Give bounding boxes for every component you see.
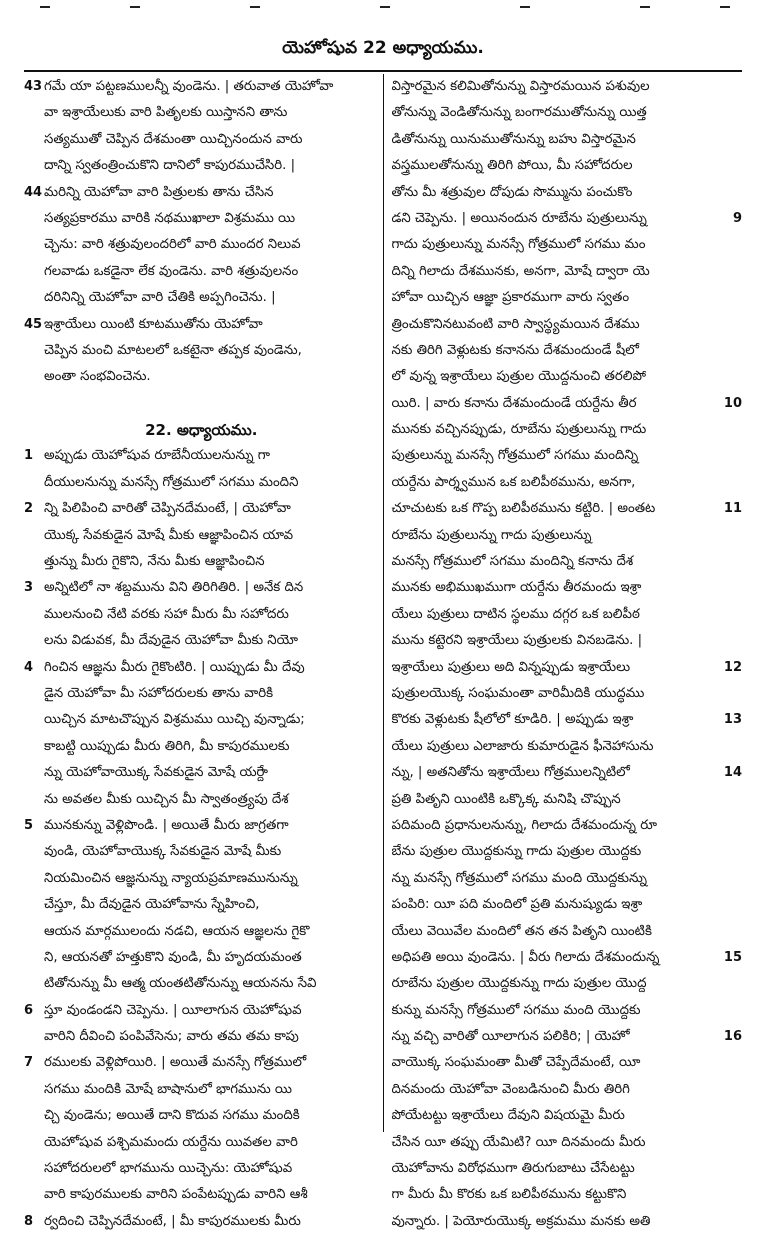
text-line xyxy=(384,892,743,918)
line-text: రములకు వెళ్లిపోయిరి. | అయితే మనస్సే గోత్రములో xyxy=(44,1055,307,1071)
line-text: యేలు పుత్రులు ఎలాజారు కుమారుడైన ఫీనెహాసును xyxy=(391,738,654,754)
line-text: వుండి, యెహోవాయొక్క సేవకుడైన మోషే మీకు xyxy=(44,844,282,860)
line-text: ఆయన మార్గములందు నడచి, ఆయన ఆజ్ఞలను గైకొ xyxy=(44,923,310,939)
text-line xyxy=(384,787,743,813)
text-line xyxy=(384,1209,743,1235)
line-text: న్ను వచ్చి వారితో యీలాగున పలికిరి; | యెహో xyxy=(391,1029,630,1045)
line-text: పంపిరి: యీ పది మందిలో ప్రతి మనుష్యుడు ఇశ్రా xyxy=(391,897,643,913)
line-text: న్ను, | అతనితోను ఇశ్రాయేలు గోత్రములన్నిటిలో xyxy=(391,765,630,781)
line-text: స్తూ వుండండని చెప్పెను. | యీలాగున యెహోషువ xyxy=(44,1002,302,1018)
line-text: పుత్రులున్ను మనస్సే గోత్రములో సగము మందిన్ని xyxy=(391,448,639,464)
text-line xyxy=(384,760,743,786)
text-columns xyxy=(24,74,742,1229)
verse-number: 16 xyxy=(723,1029,742,1045)
verse-number: 6 xyxy=(24,1002,34,1018)
text-line xyxy=(384,496,743,522)
text-line xyxy=(24,866,383,892)
text-line xyxy=(24,1130,383,1156)
text-line xyxy=(384,443,743,469)
line-text: చెప్పిన మంచి మాటలలో ఒకటైనా తప్పక వుండెను, xyxy=(44,342,302,358)
line-text: అన్నిటిలో నా శబ్దమును విని తిరిగితిరి. | అనేక దిన xyxy=(44,580,304,596)
text-line xyxy=(24,443,383,469)
line-text: కాబట్టి యిప్పుడు మీరు తిరిగి, మీ కాపురములకు xyxy=(44,738,290,754)
text-line xyxy=(384,391,743,417)
text-line xyxy=(24,74,383,100)
text-line xyxy=(24,575,383,601)
verse-number: 14 xyxy=(723,765,742,781)
text-line xyxy=(24,945,383,971)
line-text: వున్నారు. | పెయోరుయొక్క అక్రమము మనకు అతి xyxy=(391,1213,651,1229)
verse-number: 7 xyxy=(24,1055,34,1071)
line-text: చ్చెను: వారి శత్రువులందరిలో వారి ముందర నిలువ xyxy=(44,237,301,253)
top-margin-marks xyxy=(0,6,760,20)
text-line xyxy=(24,813,383,839)
line-text: ని, ఆయనతో హత్తుకొని వుండి, మీ హృదయమంత xyxy=(44,949,302,965)
verse-number: 1 xyxy=(24,448,34,464)
text-line xyxy=(384,549,743,575)
text-line xyxy=(24,839,383,865)
line-text: ములనుంచి నేటి వరకు సహా మీరు మీ సహోదరు xyxy=(44,606,289,622)
line-text: ప్రతి పితృని యింటికి ఒక్కొక్క మనిషి చొప్పున xyxy=(391,791,621,807)
line-text: పోయేటట్టు ఇశ్రాయేలు దేవుని విషయమై మీరు xyxy=(391,1108,625,1124)
text-line xyxy=(24,760,383,786)
verse-number: 44 xyxy=(24,184,43,200)
text-line xyxy=(24,1103,383,1129)
text-line xyxy=(384,575,743,601)
text-line xyxy=(24,206,383,232)
verse-number: 8 xyxy=(24,1213,34,1229)
text-line xyxy=(24,681,383,707)
line-text: డితోనున్ను యినుముతోనున్ను బహు విస్తారమైన xyxy=(391,131,636,147)
text-line xyxy=(24,523,383,549)
line-text: కొరకు వెళ్లుటకు షీలోలో కూడిరి. | అప్పుడు ఇశ్రా xyxy=(391,712,634,728)
text-line xyxy=(24,998,383,1024)
line-text: పదిమంది ప్రధానులనున్ను, గిలాదు దేశమందున్న రూ xyxy=(391,817,658,833)
line-text: యిరి. | వారు కనాను దేశమందుండే యర్దేను తీర xyxy=(391,395,637,411)
line-text: అప్పుడు యెహోషువ రూబేనీయులనున్ను గా xyxy=(44,448,270,464)
text-line xyxy=(384,602,743,628)
text-line xyxy=(384,259,743,285)
text-line xyxy=(384,681,743,707)
text-line xyxy=(384,1050,743,1076)
line-text: కున్ను మనస్సే గోత్రములో సగము మంది యొద్దకు xyxy=(391,1002,641,1018)
line-text: న్ను యెహోవాయొక్క సేవకుడైన మోషే యర్దేా xyxy=(44,765,268,781)
line-text: వస్త్రములతోనున్ను తిరిగి పోయి, మీ సహోదరుల xyxy=(391,158,633,174)
text-line xyxy=(384,839,743,865)
text-line xyxy=(384,945,743,971)
text-line xyxy=(384,628,743,654)
text-line xyxy=(24,1024,383,1050)
verse-number: 45 xyxy=(24,316,43,332)
verse-number: 2 xyxy=(24,501,34,517)
text-line xyxy=(384,523,743,549)
text-line xyxy=(384,153,743,179)
line-text: తోనున్ను వెండితోనున్ను బంగారముతోనున్ను యిత్త xyxy=(391,105,647,121)
text-line xyxy=(384,312,743,338)
line-text: దరినిన్ని యెహోవా వారి చేతికి అప్పగించెను. | xyxy=(44,290,276,306)
text-line xyxy=(24,1182,383,1208)
line-text: పుత్రులయొక్క సంఘమంతా వారిమీదికి యుద్ధము xyxy=(391,685,645,701)
line-text: మునకు అభిముఖముగా యర్దేను తీరమందు ఇశ్రా xyxy=(391,580,642,596)
text-line xyxy=(384,232,743,258)
text-line xyxy=(384,1077,743,1103)
text-line xyxy=(384,180,743,206)
line-text: ఇశ్రాయేలు పుత్రులు అది విన్నప్పుడు ఇశ్రాయేలు xyxy=(391,659,631,675)
text-line xyxy=(24,602,383,628)
text-line xyxy=(384,707,743,733)
text-line xyxy=(24,892,383,918)
line-text: దీయులనున్ను మనస్సే గోత్రములో సగము మందిని xyxy=(44,474,299,490)
line-text: దాన్ని స్వతంత్రించుకొని దానిలో కాపురముచేసిరి. | xyxy=(44,158,296,174)
text-line xyxy=(24,1077,383,1103)
text-line xyxy=(384,971,743,997)
text-line xyxy=(384,1024,743,1050)
text-line xyxy=(384,655,743,681)
text-line xyxy=(384,206,743,232)
text-line xyxy=(24,100,383,126)
right-column xyxy=(384,74,743,1229)
line-text: రూబేను పుత్రుల యొద్దకున్ను గాదు పుత్రుల యొద్ద xyxy=(391,976,647,992)
line-text: మనస్సే గోత్రములో సగము మందిన్ని కనాను దేశ xyxy=(391,554,634,570)
line-text: వా ఇశ్రాయేలుకు వారి పితృలకు యిస్తానని తాను xyxy=(44,105,288,121)
line-text: చేస్తూ, మీ దేవుడైన యెహోవాను స్నేహించి, xyxy=(44,897,260,913)
text-line xyxy=(24,259,383,285)
line-text: దినమందు యెహోవా వెంబడినుంచి మీరు తిరిగి xyxy=(391,1081,630,1097)
line-text: దిన్ని గిలాదు దేశమునకు, అనగా, మోషే ద్వారా యె xyxy=(391,263,650,279)
text-line xyxy=(384,1156,743,1182)
line-text: అంతా సంభవించెను. xyxy=(44,369,151,385)
line-text: ర్వదించి చెప్పినదేమంటే, | మీ కాపురములకు మీరు xyxy=(44,1213,301,1229)
text-line xyxy=(384,919,743,945)
verse-number: 15 xyxy=(723,949,742,965)
text-line xyxy=(24,285,383,311)
verse-number: 9 xyxy=(732,210,742,226)
line-text: బేను పుత్రుల యొద్దకున్ను గాదు పుత్రుల యొద్దకు xyxy=(391,844,642,860)
text-line xyxy=(24,180,383,206)
chapter-heading xyxy=(24,417,383,443)
line-text: న్ని పిలిపించి వారితో చెప్పినదేమంటే, | యెహోవా xyxy=(44,501,291,517)
text-line xyxy=(24,707,383,733)
text-line xyxy=(384,74,743,100)
line-text: యేలు పుత్రులు దాటిన స్థలము దగ్గర ఒక బలిపీఠ xyxy=(391,606,640,622)
line-text: సహోదరులలో భాగమును యిచ్చెను: యెహోషువ xyxy=(44,1161,293,1177)
line-text: నకు తిరిగి వెళ్లుటకు కనానను దేశమందుండే షీలో xyxy=(391,342,639,358)
line-text: అధిపతి అయి వుండెను. | వీరు గిలాదు దేశమందున్న xyxy=(391,949,660,965)
verse-number: 3 xyxy=(24,580,34,596)
line-text: ఇశ్రాయేలు యింటి కూటముతోను యెహోవా xyxy=(44,316,263,332)
verse-number: 11 xyxy=(723,501,742,517)
line-text: మునకున్ను వెళ్లిపొండి. | అయితే మీరు జాగ్రతగా xyxy=(44,817,289,833)
text-line xyxy=(384,1103,743,1129)
line-text: మరిన్ని యెహోవా వారి పిత్రులకు తాను చేసిన xyxy=(44,184,274,200)
line-text: గా మీరు మీ కొరకు ఒక బలిపీఠమును కట్టుకొని xyxy=(391,1187,627,1203)
line-text: హోవా యిచ్చిన ఆజ్ఞా ప్రకారముగా వారు స్వతం xyxy=(391,290,630,306)
page-header xyxy=(24,30,742,72)
text-line xyxy=(24,391,383,417)
line-text: విస్తారమైన కలిమితోనున్ను విస్తారమయిన పశువుల xyxy=(391,79,650,94)
line-text: లో వున్న ఇశ్రాయేలు పుత్రుల యొద్దనుంచి తరలిపో xyxy=(391,369,646,385)
verse-number: 10 xyxy=(723,395,742,411)
text-line xyxy=(24,971,383,997)
page-title: యెహోషువ 22 అధ్యాయము. xyxy=(282,38,484,58)
text-line xyxy=(24,549,383,575)
line-text: మును కట్టెరని ఇశ్రాయేలు పుత్రులకు వినబడెను. | xyxy=(391,633,643,649)
scripture-page xyxy=(24,30,742,1229)
line-text: గాదు పుత్రులున్ను మనస్సే గోత్రములో సగము మం xyxy=(391,237,646,253)
text-line xyxy=(24,1156,383,1182)
text-line xyxy=(24,655,383,681)
line-text: మునకు వచ్చినప్పుడు, రూబేను పుత్రులున్ను గాదు xyxy=(391,422,647,438)
line-text: యిచ్చిన మాటచొప్పున విశ్రమము యిచ్చి వున్నాడు; xyxy=(44,712,305,728)
verse-number: 4 xyxy=(24,659,34,675)
line-text: చేసిన యీ తప్పు యేమిటి? యీ దినమందు మీరు xyxy=(391,1134,646,1150)
line-text: యొక్క సేవకుడైన మోషే మీకు ఆజ్ఞాపించిన యావ xyxy=(44,527,294,543)
line-text: యెహోషువ పశ్చిమమందు యర్దేను యివతల వారి xyxy=(44,1134,298,1150)
text-line xyxy=(384,285,743,311)
line-text: రూబేను పుత్రులున్ను గాదు పుత్రులున్ను xyxy=(391,527,592,543)
text-line xyxy=(24,364,383,390)
line-text: గించిన ఆజ్ఞను మీరు గైకొంటిరి. | యిప్పుడు మీ దేవు xyxy=(44,659,305,675)
line-text: డని చెప్పెను. | అయినందున రూబేను పుత్రులున్ను xyxy=(391,210,647,226)
line-text: యేలు వెయివేల మందిలో తన తన పితృని యింటికి xyxy=(391,923,652,939)
text-line xyxy=(24,127,383,153)
line-text: చూచుటకు ఒక గొప్ప బలిపీఠమును కట్టిరి. | అంతట xyxy=(391,501,656,517)
line-text: తోను మీ శత్రువుల దోపుడు సొమ్మును పంచుకొం xyxy=(391,184,633,200)
text-line xyxy=(24,338,383,364)
line-text: సత్యముతో చెప్పిన దేశమంతా యిచ్చినందున వారు xyxy=(44,131,303,147)
text-line xyxy=(24,153,383,179)
line-text: యెహోవాను విరోధముగా తిరుగుబాటు చేసేటట్టు xyxy=(391,1161,635,1177)
text-line xyxy=(24,496,383,522)
text-line xyxy=(24,470,383,496)
text-line xyxy=(384,100,743,126)
line-text: డైన యెహోవా మీ సహోదరులకు తాను వారికి xyxy=(44,685,274,701)
text-line xyxy=(384,417,743,443)
text-line xyxy=(24,734,383,760)
verse-number: 5 xyxy=(24,817,34,833)
verse-number: 12 xyxy=(723,659,742,675)
text-line xyxy=(24,232,383,258)
line-text: త్తున్ను మీరు గైకొని, నేను మీకు ఆజ్ఞాపించిన xyxy=(44,554,265,570)
line-text: వారిని దీవించి పంపివేసెను; వారు తమ తమ కాపు xyxy=(44,1029,299,1045)
line-text: ను అవతల మీకు యిచ్చిన మీ స్వాతంత్ర్యపు దేశ xyxy=(44,791,289,807)
text-line xyxy=(384,1182,743,1208)
left-column xyxy=(24,74,384,1229)
line-text: లను విడువక, మీ దేవుడైన యెహోవా మీకు నియో xyxy=(44,633,298,649)
text-line xyxy=(24,628,383,654)
text-line xyxy=(384,813,743,839)
text-line xyxy=(24,919,383,945)
text-line xyxy=(384,364,743,390)
line-text: గలవాడు ఒకడైనా లేక వుండెను. వారి శత్రువులనం xyxy=(44,263,299,279)
line-text: సగము మందికి మోషే బాషానులో భాగమును యి xyxy=(44,1081,292,1097)
line-text: గమే యా పట్టణములన్నీ వుండెను. | తరువాత యెహోవా xyxy=(44,79,334,94)
text-line xyxy=(24,1209,383,1235)
verse-number: 43 xyxy=(24,79,43,94)
text-line xyxy=(384,1130,743,1156)
text-line xyxy=(384,734,743,760)
text-line xyxy=(384,470,743,496)
text-line xyxy=(384,127,743,153)
line-text: నియమించిన ఆజ్ఞనున్ను న్యాయప్రమాణమునున్ను xyxy=(44,870,298,886)
verse-number: 13 xyxy=(723,712,742,728)
line-text: వాయొక్క సంఘమంతా మీతో చెప్పేదేమంటే, యీ xyxy=(391,1055,641,1071)
text-line xyxy=(384,866,743,892)
line-text: వారి కాపురములకు వారిని పంపేటప్పుడు వారిని ఆశీ xyxy=(44,1187,308,1203)
line-text: సత్యప్రకారము వారికి నథముఖాలా విశ్రమము యి xyxy=(44,210,296,226)
text-line xyxy=(24,787,383,813)
text-line xyxy=(384,998,743,1024)
line-text: చ్చి వుండెను; అయితే దాని కొదువ సగము మందికి xyxy=(44,1108,300,1124)
line-text: యర్దేను పార్శ్వమున ఒక బలిపీఠమును, అనగా, xyxy=(391,474,636,490)
line-text: త్రించుకొనినటువంటి వారి స్వాస్థ్యమయిన దేశము xyxy=(391,316,640,332)
line-text: టితోనున్ను మీ ఆత్మ యంతటితోనున్ను ఆయనను సేవి xyxy=(44,976,317,992)
line-text: 22. అధ్యాయము. xyxy=(145,421,258,440)
text-line xyxy=(24,1050,383,1076)
text-line xyxy=(384,338,743,364)
text-line xyxy=(24,312,383,338)
line-text: న్ను మనస్సే గోత్రములో సగము మంది యొద్దకున్ను xyxy=(391,870,647,886)
